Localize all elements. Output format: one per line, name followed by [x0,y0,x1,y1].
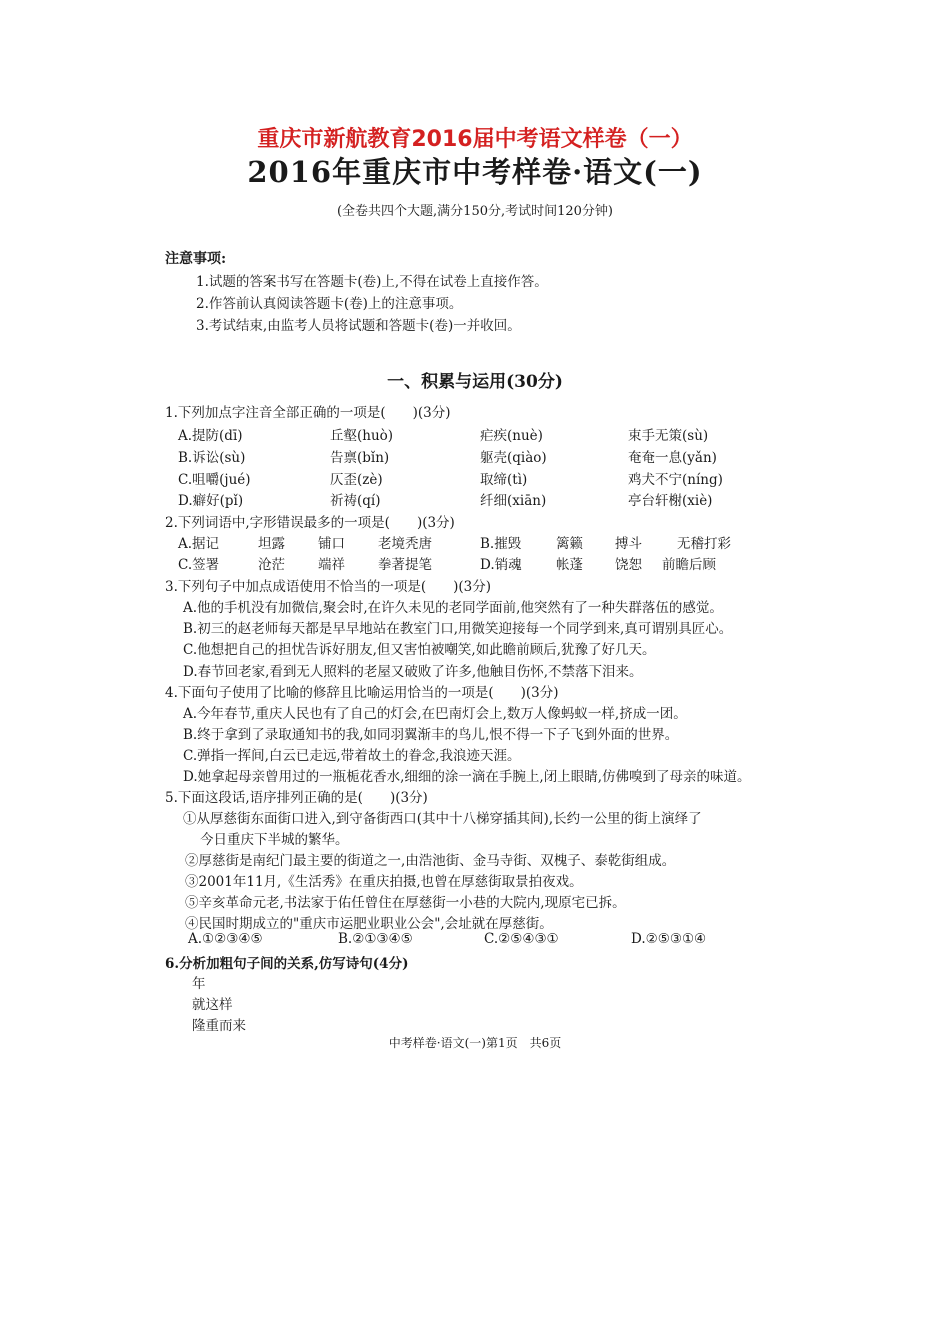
q1-option-c3: 取缔(tì) [480,472,528,488]
q5-choice-c: C.②⑤④③① [484,931,559,947]
q3-option-c: C.他想把自己的担忧告诉好朋友,但又害怕被嘲笑,如此瞻前顾后,犹豫了好几天。 [183,642,656,658]
q1-option-c4: 鸡犬不宁(níng) [628,472,723,488]
question-2-stem: 2.下列词语中,字形错误最多的一项是( )(3分) [165,515,455,531]
q2-word: B.摧毁 [480,536,522,552]
q2-word: 沧茫 [258,557,285,573]
question-3-stem: 3.下列句子中加点成语使用不恰当的一项是( )(3分) [165,579,492,595]
section-title: 一、积累与运用(30分) [387,372,563,392]
page-footer: 中考样卷·语文(一)第1页 共6页 [388,1036,562,1050]
q5-sentence: 今日重庆下半城的繁华。 [200,832,349,848]
notice-item: 2.作答前认真阅读答题卡(卷)上的注意事项。 [196,296,463,312]
exam-title: 2016年重庆市中考样卷·语文(一) [247,155,703,189]
q1-option-a2: 丘壑(huò) [330,428,394,444]
q5-choice-d: D.②⑤③①④ [631,931,707,947]
q5-choice-b: B.②①③④⑤ [338,931,413,947]
q3-option-a: A.他的手机没有加微信,聚会时,在许久未见的老同学面前,他突然有了一种失群落伍的感觉。 [183,600,723,616]
q2-word: 端祥 [318,557,345,573]
notice-item: 3.考试结束,由监考人员将试题和答题卡(卷)一并收回。 [196,318,521,334]
q2-word: 篱籁 [556,536,583,552]
q1-option-c2: 仄歪(zè) [330,472,383,488]
question-6-stem: 6.分析加粗句子间的关系,仿写诗句(4分) [165,956,409,972]
question-5-stem: 5.下面这段话,语序排列正确的是( )(3分) [165,790,428,806]
q1-option-c1: C.咀嚼(jué) [178,472,251,488]
q1-option-d4: 亭台轩榭(xiè) [628,493,713,509]
q1-option-b4: 奄奄一息(yǎn) [628,450,717,466]
q1-option-a1: A.提防(dī) [178,428,243,444]
q6-line: 隆重而来 [192,1018,246,1034]
q5-sentence: ④民国时期成立的"重庆市运肥业职业公会",会址就在厚慈街。 [185,916,553,932]
q3-option-b: B.初三的赵老师每天都是早早地站在教室门口,用微笑迎接每一个同学到来,真可谓别具匠心。 [183,621,733,637]
q2-word: 坦露 [258,536,285,552]
q2-word: A.据记 [178,536,220,552]
q2-word: D.销魂 [480,557,522,573]
question-4-stem: 4.下面句子使用了比喻的修辞且比喻运用恰当的一项是( )(3分) [165,685,559,701]
q5-sentence: ⑤辛亥革命元老,书法家于佑任曾住在厚慈街一小巷的大院内,现原宅已拆。 [185,895,626,911]
notice-item: 1.试题的答案书写在答题卡(卷)上,不得在试卷上直接作答。 [196,274,548,290]
q5-choice-a: A.①②③④⑤ [188,931,263,947]
q4-option-a: A.今年春节,重庆人民也有了自己的灯会,在巴南灯会上,数万人像蚂蚁一样,挤成一团。 [183,706,687,722]
q2-word: 饶恕 [615,557,642,573]
q5-sentence: ②厚慈街是南纪门最主要的街道之一,由浩池街、金马寺街、双槐子、泰乾街组成。 [185,853,676,869]
q2-word: 前瞻后顾 [662,557,716,573]
q5-sentence: ③2001年11月,《生活秀》在重庆拍摄,也曾在厚慈街取景拍夜戏。 [185,874,583,890]
q2-word: 搏斗 [615,536,642,552]
q4-option-c: C.弹指一挥间,白云已走远,带着故土的眷念,我浪迹天涯。 [183,748,521,764]
header-red-title: 重庆市新航教育2016届中考语文样卷（一） [257,127,693,152]
q1-option-b3: 躯壳(qiào) [480,450,547,466]
q4-option-d: D.她拿起母亲曾用过的一瓶栀花香水,细细的涂一滴在手腕上,闭上眼睛,仿佛嗅到了母亲的味道。 [183,769,751,785]
q1-option-b1: B.诉讼(sù) [178,450,246,466]
q1-option-d3: 纤细(xiān) [480,493,547,509]
q6-line: 就这样 [192,997,233,1013]
q2-word: 帐蓬 [556,557,583,573]
q6-line: 年 [192,976,206,992]
q2-word: 拳著提笔 [378,557,432,573]
q2-word: 铺口 [318,536,345,552]
q1-option-d2: 祈祷(qí) [330,493,381,509]
q3-option-d: D.春节回老家,看到无人照料的老屋又破败了许多,他触目伤怀,不禁落下泪来。 [183,664,643,680]
q1-option-a3: 疟疾(nuè) [480,428,543,444]
q2-word: 无稽打彩 [677,536,731,552]
q4-option-b: B.终于拿到了录取通知书的我,如同羽翼渐丰的鸟儿,恨不得一下子飞到外面的世界。 [183,727,679,743]
q1-option-a4: 束手无策(sù) [628,428,709,444]
q1-option-b2: 告禀(bǐn) [330,450,390,466]
question-1-stem: 1.下列加点字注音全部正确的一项是( )(3分) [165,405,451,421]
q1-option-d1: D.癖好(pǐ) [178,493,244,509]
q5-sentence: ①从厚慈街东面街口进入,到守备街西口(其中十八梯穿插其间),长约一公里的街上演绎了 [183,811,702,827]
q2-word: 老境秃唐 [378,536,432,552]
exam-subtitle: (全卷共四个大题,满分150分,考试时间120分钟) [336,204,614,219]
notice-heading: 注意事项: [165,251,227,267]
q2-word: C.签署 [178,557,220,573]
